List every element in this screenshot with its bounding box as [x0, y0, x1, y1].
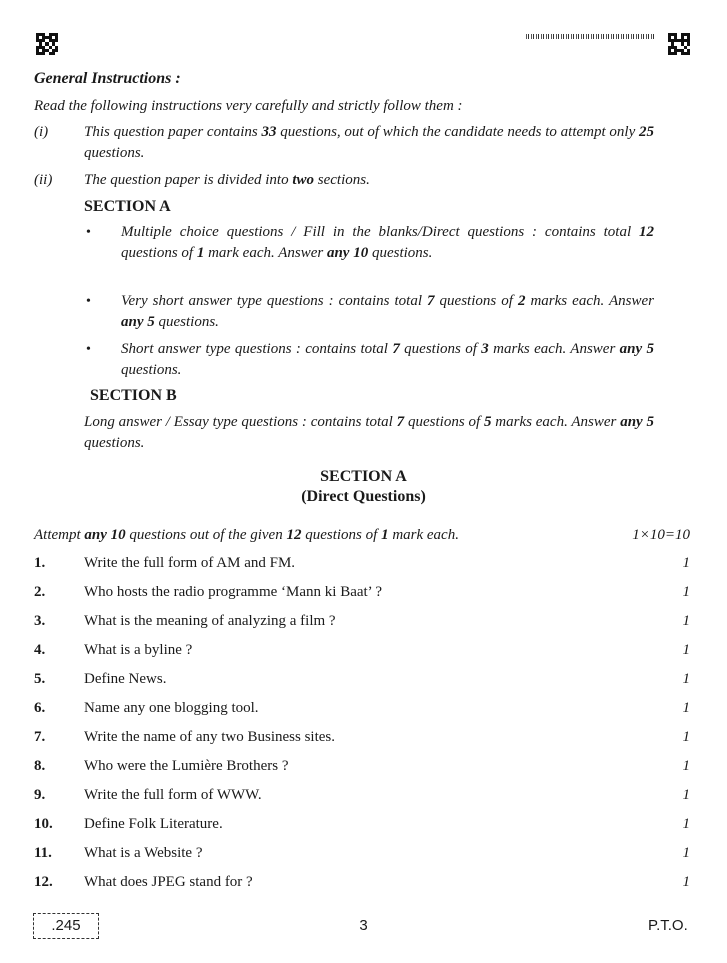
instruction-bullet: Short answer type questions : contains total 7 questions of 3 marks each. Answer any 5 questions. — [121, 341, 654, 378]
question-row — [34, 787, 690, 811]
question-number: 3. — [34, 613, 46, 629]
question-number: 12. — [34, 874, 53, 890]
instruction-bullet: Very short answer type questions : contains total 7 questions of 2 marks each. Answer any 5 questions. — [121, 293, 654, 330]
section-a-subtitle: (Direct Questions) — [301, 488, 426, 505]
question-number: 8. — [34, 758, 46, 774]
instruction-i: This question paper contains 33 questions, out of which the candidate needs to attempt only 25 questions. — [84, 124, 654, 161]
question-number: 4. — [34, 642, 46, 658]
section-a-title: SECTION A — [320, 468, 407, 485]
bullet-icon: • — [86, 225, 91, 240]
question-number: 5. — [34, 671, 46, 687]
question-mark: 1 — [682, 613, 690, 629]
question-mark: 1 — [682, 584, 690, 600]
general-instructions-title: General Instructions : — [34, 70, 181, 87]
question-text: Write the full form of AM and FM. — [84, 555, 296, 571]
question-text: Define Folk Literature. — [84, 816, 223, 832]
question-text: What does JPEG stand for ? — [84, 874, 253, 890]
question-row — [34, 874, 690, 898]
question-text: Write the name of any two Business sites. — [84, 729, 336, 745]
question-row — [34, 555, 690, 579]
question-row — [34, 700, 690, 724]
attempt-instruction: Attempt any 10 questions out of the given 12 questions of 1 mark each. — [34, 527, 459, 543]
question-number: 10. — [34, 816, 53, 832]
instruction-section-b: Long answer / Essay type questions : contains total 7 questions of 5 marks each. Answer any 5 questions. — [84, 414, 655, 451]
question-mark: 1 — [682, 816, 690, 832]
instruction-number: (ii) — [34, 172, 53, 188]
question-row — [34, 758, 690, 782]
question-text: What is a byline ? — [84, 642, 193, 658]
bullet-icon: • — [86, 294, 91, 309]
question-text: Name any one blogging tool. — [84, 700, 259, 716]
question-number: 7. — [34, 729, 46, 745]
question-text: What is the meaning of analyzing a film ? — [84, 613, 336, 629]
instruction-ii: The question paper is divided into two sections. — [84, 172, 370, 188]
barcode-icon — [526, 34, 656, 39]
question-text: Who hosts the radio programme ‘Mann ki Baat’ ? — [84, 584, 382, 600]
question-row — [34, 671, 690, 695]
question-mark: 1 — [682, 787, 690, 803]
question-text: Write the full form of WWW. — [84, 787, 262, 803]
question-text: What is a Website ? — [84, 845, 203, 861]
question-row — [34, 584, 690, 608]
bullet-icon: • — [86, 342, 91, 357]
question-row — [34, 613, 690, 637]
question-mark: 1 — [682, 642, 690, 658]
pto-label: P.T.O. — [648, 917, 688, 934]
question-text: Who were the Lumière Brothers ? — [84, 758, 289, 774]
qr-code-icon — [668, 33, 690, 55]
question-mark: 1 — [682, 845, 690, 861]
question-number: 6. — [34, 700, 46, 716]
question-row — [34, 729, 690, 753]
question-number: 2. — [34, 584, 46, 600]
question-row — [34, 845, 690, 869]
question-row — [34, 816, 690, 840]
question-mark: 1 — [682, 555, 690, 571]
section-b-heading: SECTION B — [90, 387, 177, 404]
question-text: Define News. — [84, 671, 167, 687]
page-number: 3 — [359, 917, 368, 934]
question-mark: 1 — [682, 758, 690, 774]
question-number: 9. — [34, 787, 46, 803]
instruction-bullet: Multiple choice questions / Fill in the blanks/Direct questions : contains total 12 questions of 1 mark each. Answer any 10 questions. — [121, 224, 654, 261]
general-instructions-lead: Read the following instructions very carefully and strictly follow them : — [34, 98, 463, 114]
instruction-number: (i) — [34, 124, 49, 140]
question-number: 1. — [34, 555, 46, 571]
qr-code-icon — [36, 33, 58, 55]
question-mark: 1 — [682, 671, 690, 687]
question-mark: 1 — [682, 700, 690, 716]
section-a-heading: SECTION A — [84, 198, 171, 215]
attempt-marks: 1×10=10 — [632, 527, 690, 543]
paper-code: .245 — [33, 913, 99, 939]
question-mark: 1 — [682, 729, 690, 745]
question-number: 11. — [34, 845, 52, 861]
question-mark: 1 — [682, 874, 690, 890]
question-row — [34, 642, 690, 666]
